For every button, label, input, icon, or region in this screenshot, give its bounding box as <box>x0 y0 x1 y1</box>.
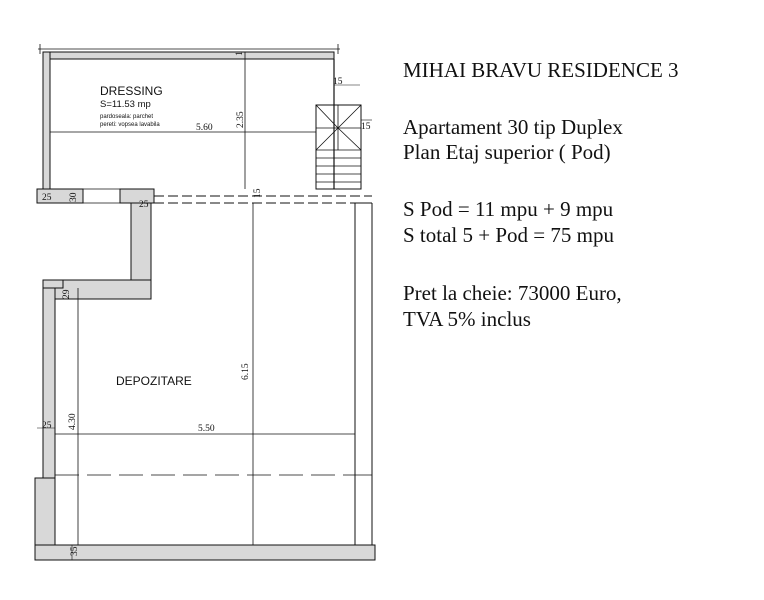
apartment-type: Apartament 30 tip Duplex <box>403 115 623 139</box>
dim-25-a: 25 <box>42 193 52 203</box>
vat-note: TVA 5% inclus <box>403 307 531 331</box>
dressing-room-area: S=11.53 mp <box>100 99 151 110</box>
dim-4-30: 4.30 <box>68 413 78 430</box>
project-title: MIHAI BRAVU RESIDENCE 3 <box>403 58 679 82</box>
partition-wall <box>43 203 151 299</box>
dim-15-mid: 15 <box>253 188 263 198</box>
dim-5-50: 5.50 <box>198 424 215 434</box>
dim-29: 29 <box>62 289 72 299</box>
dim-15-top: 15 <box>333 77 343 87</box>
dim-1-top: 1 <box>235 51 245 56</box>
storage-room-name: DEPOZITARE <box>116 374 192 388</box>
dim-35: 35 <box>70 546 80 556</box>
dressing-wall-finish: pereti: vopsea lavabila <box>100 122 160 128</box>
dim-2-35: 2.35 <box>236 111 246 128</box>
dim-6-15: 6.15 <box>241 363 251 380</box>
price: Pret la cheie: 73000 Euro, <box>403 281 622 305</box>
dim-25-b: 25 <box>139 200 149 210</box>
storage-room-walls <box>35 203 375 560</box>
plan-level: Plan Etaj superior ( Pod) <box>403 140 611 164</box>
dim-5-60: 5.60 <box>196 123 213 133</box>
staircase <box>316 105 361 189</box>
dressing-room-name: DRESSING <box>100 84 163 98</box>
dim-30: 30 <box>69 192 79 202</box>
dim-25-c: 25 <box>42 421 52 431</box>
area-total: S total 5 + Pod = 75 mpu <box>403 223 614 247</box>
dressing-floor-finish: pardoseala: parchet <box>100 114 154 120</box>
area-pod: S Pod = 11 mpu + 9 mpu <box>403 197 614 221</box>
dressing-room-walls <box>43 52 334 189</box>
dim-15-right: 15 <box>361 122 371 132</box>
upper-wall-band <box>37 189 372 203</box>
